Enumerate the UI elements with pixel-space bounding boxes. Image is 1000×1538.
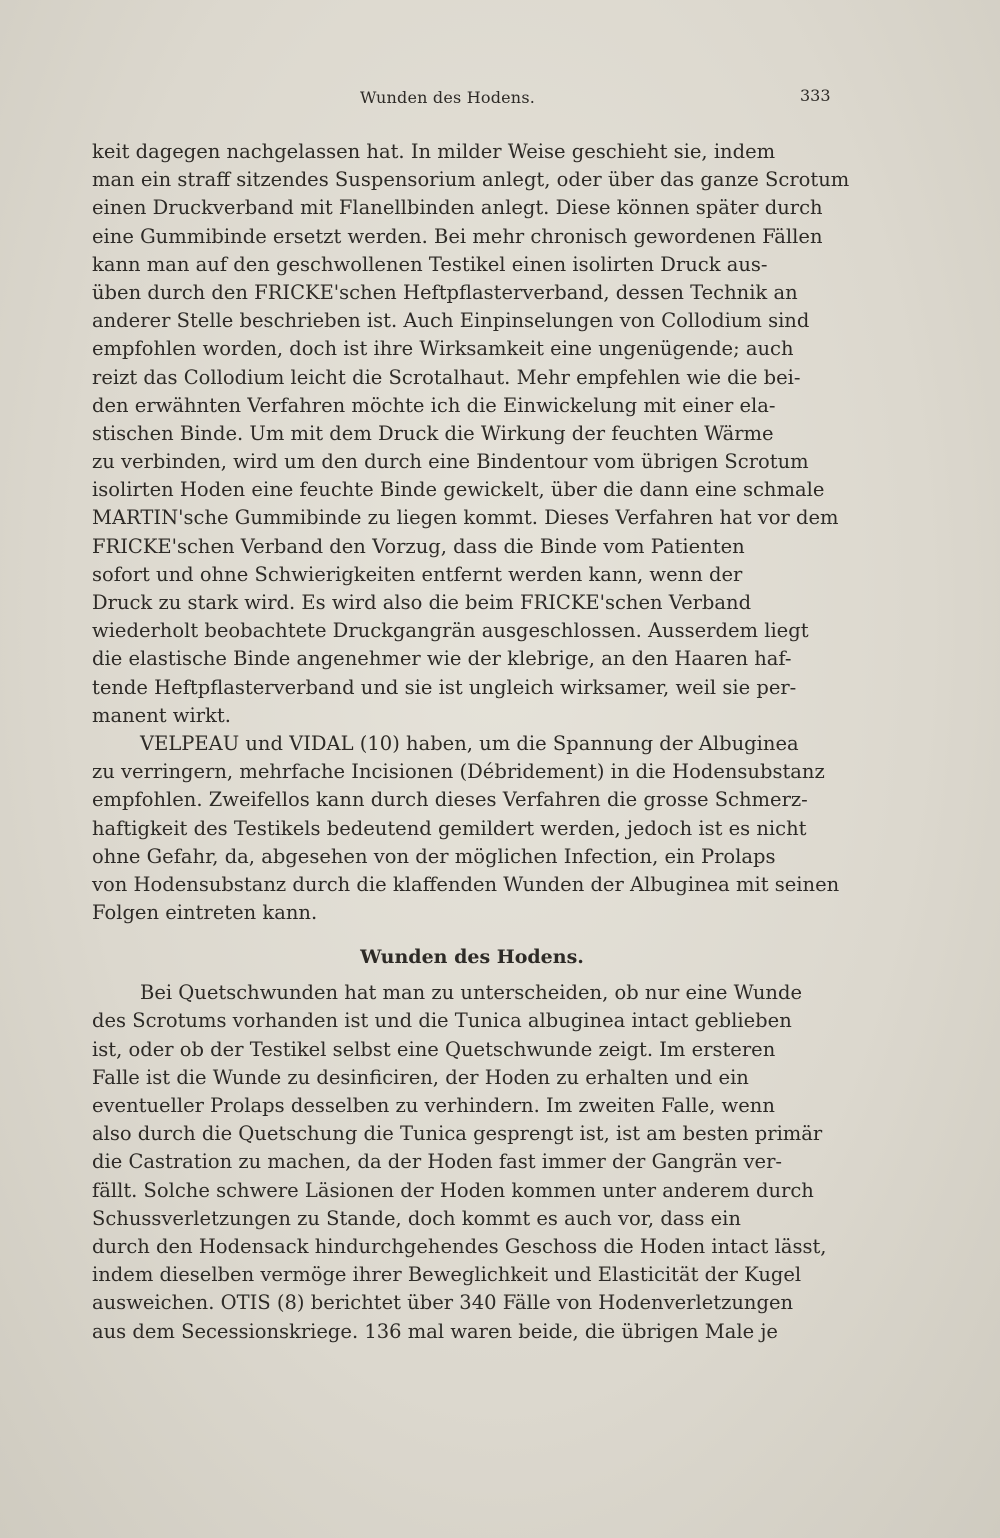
text-line: VELPEAU und VIDAL (10) haben, um die Spannung der Albuginea <box>140 731 799 755</box>
text-line: ist, oder ob der Testikel selbst eine Quetschwunde zeigt. Im ersteren <box>92 1037 776 1061</box>
text-line: kann man auf den geschwollenen Testikel einen isolirten Druck aus- <box>92 252 768 276</box>
paragraph-1 <box>92 138 852 730</box>
text-line: Folgen eintreten kann. <box>92 901 318 925</box>
text-line: man ein straff sitzendes Suspensorium anlegt, oder über das ganze Scrotum <box>92 168 850 192</box>
text-line: üben durch den FRICKE'schen Heftpflasterverband, dessen Technik an <box>92 280 798 304</box>
text-line: indem dieselben vermöge ihrer Beweglichkeit und Elasticität der Kugel <box>92 1263 802 1287</box>
text-line: stischen Binde. Um mit dem Druck die Wirkung der feuchten Wärme <box>92 421 774 445</box>
text-line: den erwähnten Verfahren möchte ich die Einwickelung mit einer ela- <box>92 393 776 417</box>
text-line: empfohlen worden, doch ist ihre Wirksamkeit eine ungenügende; auch <box>92 337 794 361</box>
paragraph-2 <box>92 730 852 927</box>
text-line: Falle ist die Wunde zu desinficiren, der Hoden zu erhalten und ein <box>92 1065 749 1089</box>
text-line: manent wirkt. <box>92 703 231 727</box>
running-title: Wunden des Hodens. <box>360 88 536 107</box>
text-line: keit dagegen nachgelassen hat. In milder Weise geschieht sie, indem <box>92 140 776 163</box>
body-text <box>92 138 852 1346</box>
text-line: MARTIN'sche Gummibinde zu liegen kommt. Dieses Verfahren hat vor dem <box>92 506 839 530</box>
text-line: eventueller Prolaps desselben zu verhindern. Im zweiten Falle, wenn <box>92 1094 775 1117</box>
text-line: die elastische Binde angenehmer wie der klebrige, an den Haaren haf- <box>92 647 792 671</box>
text-line: reizt das Collodium leicht die Scrotalhaut. Mehr empfehlen wie die bei- <box>92 365 801 389</box>
paragraph-3 <box>92 979 852 1345</box>
text-line: aus dem Secessionskriege. 136 mal waren beide, die übrigen Male je <box>92 1319 778 1343</box>
text-line: einen Druckverband mit Flanellbinden anlegt. Diese können später durch <box>92 196 823 220</box>
text-line: wiederholt beobachtete Druckgangrän ausgeschlossen. Ausserdem liegt <box>92 619 809 643</box>
text-line: von Hodensubstanz durch die klaffenden Wunden der Albuginea mit seinen <box>92 872 840 896</box>
text-line: Bei Quetschwunden hat man zu unterscheiden, ob nur eine Wunde <box>140 981 803 1005</box>
text-line: isolirten Hoden eine feuchte Binde gewickelt, über die dann eine schmale <box>92 478 825 502</box>
text-line: FRICKE'schen Verband den Vorzug, dass die Binde vom Patienten <box>92 534 745 558</box>
text-line: sofort und ohne Schwierigkeiten entfernt werden kann, wenn der <box>92 562 743 586</box>
text-line: Schussverletzungen zu Stande, doch kommt es auch vor, dass ein <box>92 1206 741 1230</box>
text-line: die Castration zu machen, da der Hoden fast immer der Gangrän ver- <box>92 1150 782 1174</box>
text-line: durch den Hodensack hindurchgehendes Geschoss die Hoden intact lässt, <box>92 1234 827 1258</box>
text-line: empfohlen. Zweifellos kann durch dieses Verfahren die grosse Schmerz- <box>92 788 808 812</box>
text-line: also durch die Quetschung die Tunica gesprengt ist, ist am besten primär <box>92 1122 823 1146</box>
text-line: fällt. Solche schwere Läsionen der Hoden kommen unter anderem durch <box>92 1178 814 1202</box>
text-line: anderer Stelle beschrieben ist. Auch Einpinselungen von Collodium sind <box>92 309 810 333</box>
text-line: zu verbinden, wird um den durch eine Bindentour vom übrigen Scrotum <box>92 450 809 474</box>
text-line: Druck zu stark wird. Es wird also die beim FRICKE'schen Verband <box>92 591 752 614</box>
text-line: tende Heftpflasterverband und sie ist ungleich wirksamer, weil sie per- <box>92 675 797 699</box>
text-line: eine Gummibinde ersetzt werden. Bei mehr chronisch gewordenen Fällen <box>92 224 823 248</box>
section-heading: Wunden des Hodens. <box>360 946 584 969</box>
text-line: ausweichen. OTIS (8) berichtet über 340 Fälle von Hodenverletzungen <box>92 1291 794 1315</box>
text-line: ohne Gefahr, da, abgesehen von der möglichen Infection, ein Prolaps <box>92 844 776 868</box>
text-line: des Scrotums vorhanden ist und die Tunica albuginea intact geblieben <box>92 1009 792 1033</box>
text-line: zu verringern, mehrfache Incisionen (Débridement) in die Hodensubstanz <box>92 760 825 784</box>
page-number: 333 <box>800 86 831 105</box>
text-line: haftigkeit des Testikels bedeutend gemildert werden, jedoch ist es nicht <box>92 816 807 840</box>
